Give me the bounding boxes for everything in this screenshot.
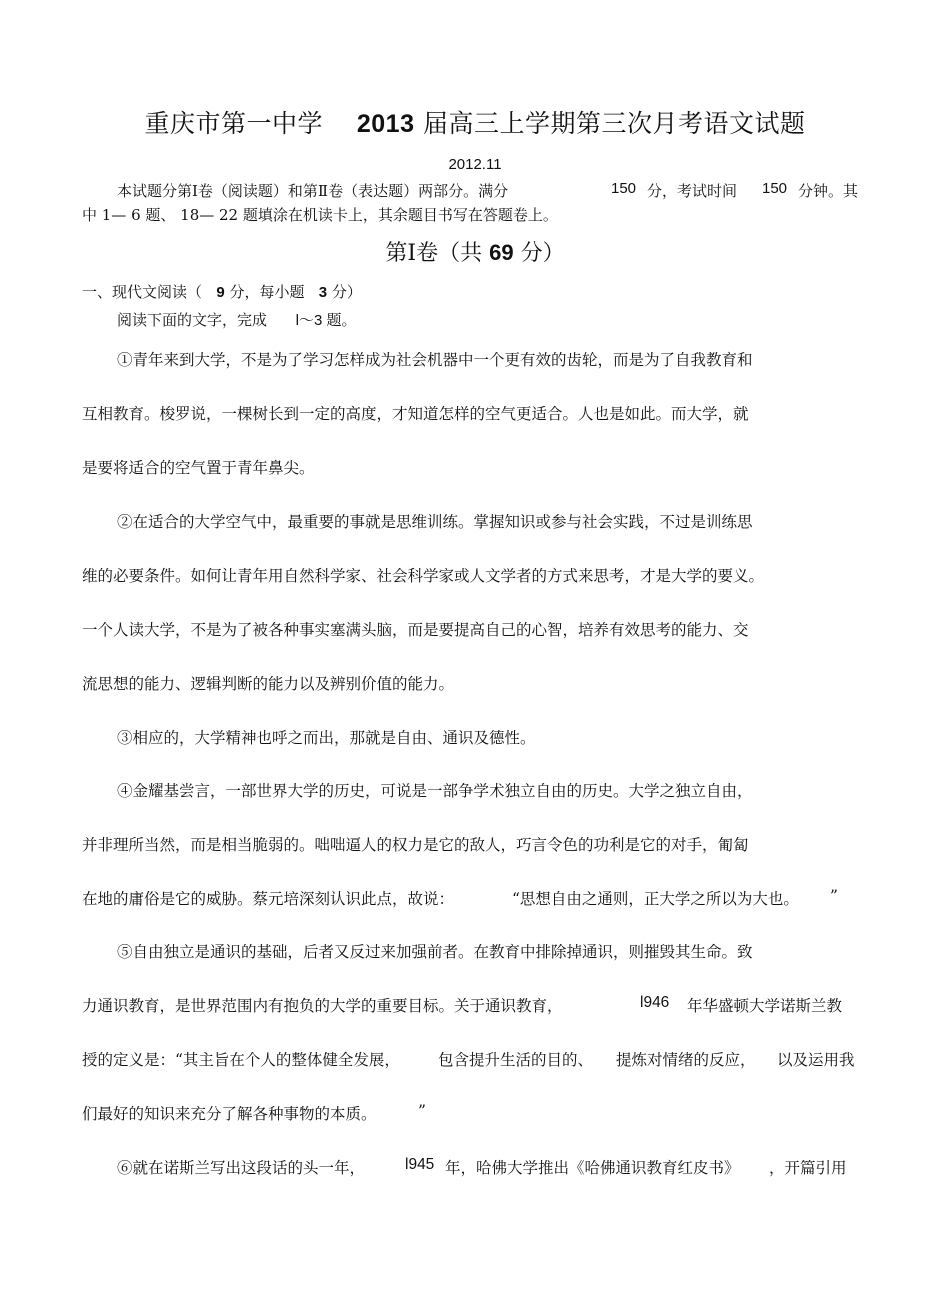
p5-line-4-close: ” — [418, 1102, 426, 1120]
p4-line-1: ④金耀基尝言，一部世界大学的历史，可说是一部争学术独立自由的历史。大学之独立自由， — [117, 782, 753, 800]
p2-line-3: 一个人读大学，不是为了被各种事实塞满头脑，而是要提高自己的心智，培养有效思考的能力、交 — [82, 621, 749, 639]
p5-line-2-year: l946 — [640, 994, 670, 1011]
p4-line-3-quote: “思想自由之通则，正大学之所以为大也。 — [512, 890, 799, 908]
q-head-e: 分） — [331, 283, 362, 301]
p6-line-1 — [117, 1156, 847, 1178]
intro-line-2: 中 1— 6 题、 18— 22 题填涂在机读卡上，其余题目书写在答题卷上。 — [82, 206, 558, 224]
p5-line-3 — [82, 1048, 855, 1070]
p6-line-1-a: ⑥就在诺斯兰写出这段话的头一年， — [117, 1159, 366, 1177]
p6-line-1-c: 年，哈佛大学推出《哈佛通识教育红皮书》 — [445, 1159, 740, 1177]
instruction-b: l～3 题。 — [295, 312, 357, 329]
p5-line-3-d: 以及运用我 — [777, 1051, 855, 1069]
title-prefix: 重庆市第一中学 — [144, 109, 324, 138]
p5-line-1: ⑤自由独立是通识的基础，后者又反过来加强前者。在教育中排除掉通识，则摧毁其生命。致 — [117, 943, 753, 961]
p5-line-4-a: 们最好的知识来充分了解各种事物的本质。 — [82, 1105, 377, 1123]
intro-text-a: 本试题分第Ⅰ卷（阅读题）和第Ⅱ卷（表达题）两部分。满分 — [117, 182, 509, 200]
intro-minutes: 150 — [762, 180, 788, 197]
p5-line-2-a: 力通识教育，是世界范围内有抱负的大学的重要目标。关于通识教育， — [82, 997, 563, 1015]
intro-line-1 — [117, 180, 859, 201]
intro-score: 150 — [611, 180, 637, 197]
title-suffix: 届高三上学期第三次月考语文试题 — [422, 109, 806, 138]
q-head-each: 3 — [318, 284, 328, 301]
p4-line-2: 并非理所当然，而是相当脆弱的。咄咄逼人的权力是它的敌人，巧言令色的功利是它的对手，匍匐 — [82, 836, 749, 854]
document-date: 2012.11 — [448, 156, 502, 173]
title-year: 2013 — [356, 110, 415, 138]
intro-text-c: 分，考试时间 — [647, 182, 738, 200]
p4-line-3-close: ” — [830, 887, 838, 905]
p5-line-3-b: 包含提升生活的目的、 — [438, 1051, 594, 1069]
p4-line-3-a: 在地的庸俗是它的威胁。蔡元培深刻认识此点，故说： — [82, 890, 455, 908]
p5-line-3-c: 提炼对情绪的反应， — [616, 1051, 756, 1069]
p6-line-1-year: l945 — [405, 1156, 435, 1173]
question-heading — [82, 281, 362, 302]
reading-instruction — [117, 309, 356, 330]
p4-line-3 — [82, 887, 838, 909]
q-head-c: 分，每小题 — [229, 283, 305, 301]
document-title — [0, 104, 950, 140]
p5-line-2 — [82, 994, 843, 1016]
p2-line-2: 维的必要条件。如何让青年用自然科学家、社会科学家或人文学者的方式来思考，才是大学的要义。 — [82, 567, 765, 585]
section-title-c: 分） — [520, 241, 565, 266]
p6-line-1-d: ，开篇引用 — [769, 1159, 847, 1177]
instruction-a: 阅读下面的文字，完成 — [117, 311, 268, 329]
p3-line-1: ③相应的，大学精神也呼之而出，那就是自由、通识及德性。 — [117, 729, 536, 747]
section-score: 69 — [489, 240, 514, 265]
p2-line-4: 流思想的能力、逻辑判断的能力以及辨别价值的能力。 — [82, 675, 455, 693]
section-title-a: 第Ⅰ卷（共 — [385, 241, 483, 266]
p1-line-3: 是要将适合的空气置于青年鼻尖。 — [82, 459, 315, 477]
intro-text-e: 分钟。其 — [798, 182, 859, 200]
q-head-score: 9 — [216, 284, 225, 301]
p5-line-4 — [82, 1102, 426, 1124]
p5-line-3-a: 授的定义是：“其主旨在个人的整体健全发展， — [82, 1051, 400, 1069]
p2-line-1: ②在适合的大学空气中，最重要的事就是思维训练。掌握知识或参与社会实践，不过是训练思 — [117, 513, 753, 531]
q-head-a: 一、现代文阅读（ — [82, 283, 203, 301]
p5-line-2-c: 年华盛顿大学诺斯兰教 — [687, 997, 843, 1015]
section-title — [0, 236, 950, 267]
p1-line-1: ①青年来到大学，不是为了学习怎样成为社会机器中一个更有效的齿轮，而是为了自我教育和 — [117, 351, 753, 369]
p1-line-2: 互相教育。梭罗说，一棵树长到一定的高度，才知道怎样的空气更适合。人也是如此。而大学，就 — [82, 405, 749, 423]
